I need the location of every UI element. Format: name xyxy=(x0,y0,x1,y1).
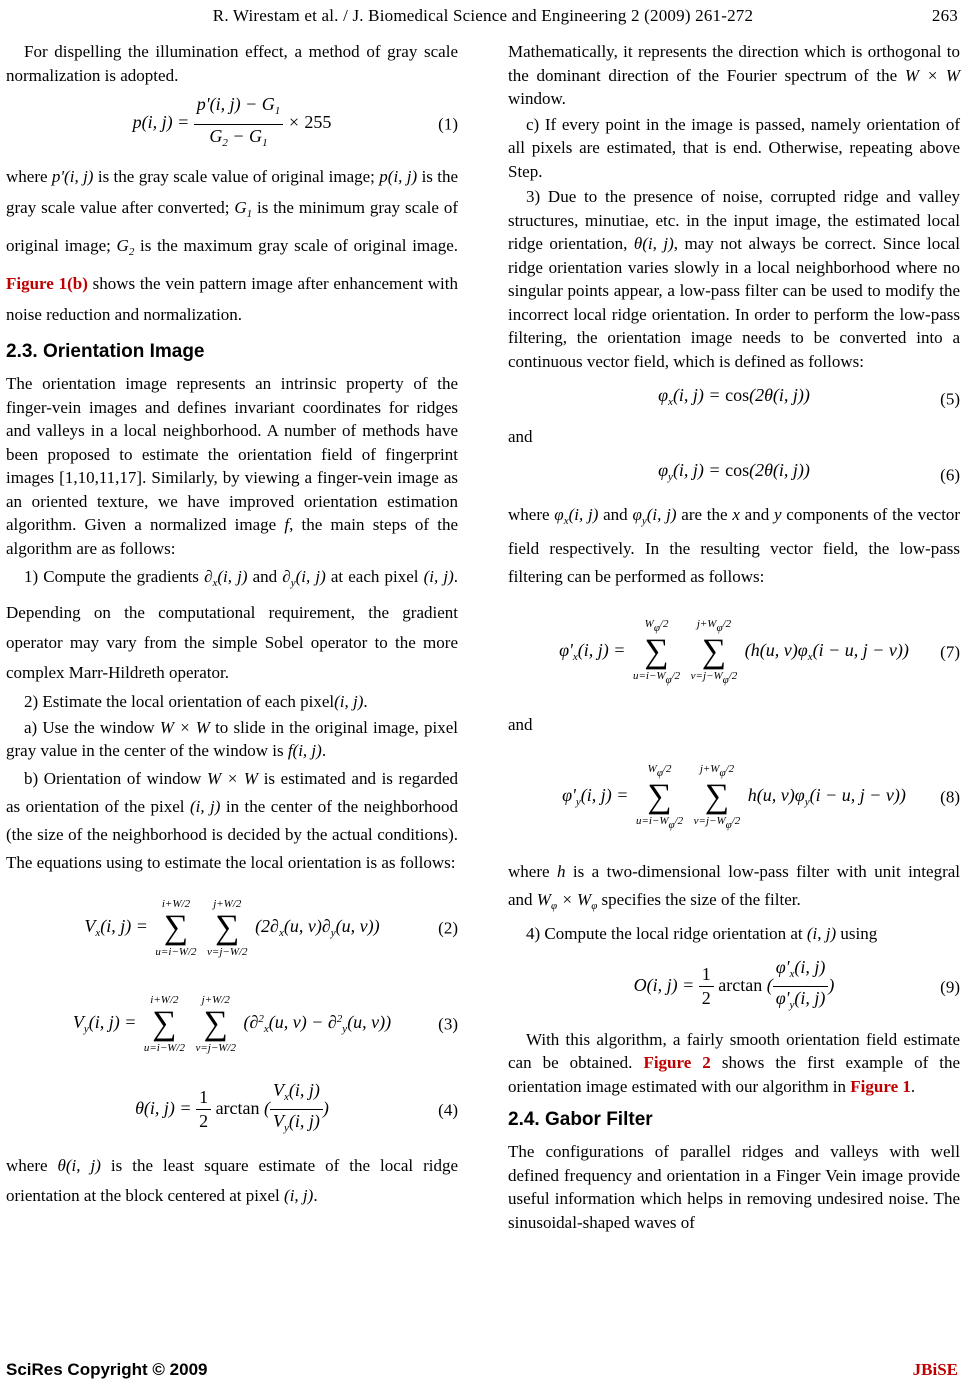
equation-2: $V_x(i$, j) = i+W/2 ∑ u=i−W/2 j+W/2 ∑ v=j−W/2 ($2\partial_x(u$, $v)\partial_y(u$, v)) (2) xyxy=(84,897,458,958)
paragraph: For dispelling the illumination effect, a method of gray scale normalization is adopted. xyxy=(6,42,458,85)
equation-number: (7) xyxy=(940,641,960,661)
figure-link[interactable]: Figure 1(b) xyxy=(6,274,88,293)
page-number: 263 xyxy=(931,6,958,25)
paragraph: The configurations of parallel ridges and valleys with well defined frequency and orientation in a Finger Vein image provide useful information which helps in removing undesired noise. The sinusoidal-shaped waves of xyxy=(508,1142,960,1232)
section-heading: 2.4. Gabor Filter xyxy=(508,1109,653,1130)
copyright: SciRes Copyright © 2009 xyxy=(6,1360,208,1379)
paragraph: With this algorithm, a fairly smooth orientation field estimate can be obtained. Figure 2 shows the first example of the orientation image estimated with our algorithm in Figure 1. xyxy=(508,1029,961,1096)
equation-number: (4) xyxy=(438,1099,458,1119)
step-4: 4) Compute the local ridge orientation at (i, j) using xyxy=(526,924,878,943)
paragraph: where θ(i, j) is the least square estimate of the local ridge orientation at the block centered at pixel (i, j). xyxy=(6,1155,459,1205)
header-text: R. Wirestam et al. / J. Biomedical Science and Engineering 2 (2009) 261-272 xyxy=(212,6,754,25)
step-3: 3) Due to the presence of noise, corrupted ridge and valley structures, minutiae, etc. in the input image, the estimated local ridge orientation, θ(i, j), may not always be correct. Since local ridge orientation varies slowly in a local neighborhood where no singular points appear, a low-pass filter can be used to modify the incorrect local ridge orientation. In order to perform the low-pass filtering, the orientation image needs to be converted into a continuous vector field, which is defined as follows: xyxy=(508,187,961,371)
page-footer xyxy=(0,1360,966,1382)
step-2: 2) Estimate the local orientation of each pixel(i, j). xyxy=(24,692,368,711)
running-header xyxy=(0,6,966,26)
left-column xyxy=(6,40,458,1213)
text-and: and xyxy=(508,427,533,446)
text-and: and xyxy=(508,714,533,734)
paragraph: The orientation image represents an intrinsic property of the finger-vein images and defines invariant coordinates for ridges and valleys in a local neighborhood. A number of methods have been proposed to estimate the orientation field of fingerprint images [1,10,11,17]. Similarly, by viewing a finger-vein image as an oriented texture, we have improved orientation estimation algorithm. Given a normalized image f, the main steps of the algorithm are as follows: xyxy=(6,374,458,558)
equation-number: (3) xyxy=(438,1013,458,1033)
section-heading: 2.3. Orientation Image xyxy=(6,341,205,362)
step-2b: b) Orientation of window W × W is estimated and is regarded as orientation of the pixel (i, j) in the center of the neighborhood (the size of the neighborhood is decided by the actual conditions). The equations using to estimate the local orientation is as follows: xyxy=(6,768,459,872)
equation-4: θ(i, j) = $\frac{1}{2}$ arctan ( $\frac{V_x(i, j)}{V_y(i, j)}$ ) (4) xyxy=(135,1079,458,1134)
equation-7: $\varphi'_x(i$, j) = Wφ/2 ∑ u=i−Wφ/2 j+Wφ/2 ∑ v=j−Wφ/2 (h(u, $v)\varphi_x(i - u$, j − v)) (7) xyxy=(559,617,960,686)
paragraph: Mathematically, it represents the direction which is orthogonal to the dominant direction of the Fourier spectrum of the W × W window. xyxy=(508,42,961,108)
equation-number: (2) xyxy=(438,917,458,937)
step-2a: a) Use the window W × W to slide in the original image, pixel gray value in the center of the window is f(i, j). xyxy=(6,717,458,760)
equation-3: $V_y(i$, j) = i+W/2 ∑ u=i−W/2 j+W/2 ∑ v=j−W/2 (∂$^2_x$(u, v) − ∂$^2_y$(u, v)) (3) xyxy=(72,993,458,1054)
step-2c: c) If every point in the image is passed, namely orientation of all pixels are estimated, that is end. Otherwise, repeating above Step. xyxy=(508,114,960,181)
journal-abbrev: JBiSE xyxy=(912,1360,958,1379)
equation-8: $\varphi'_y(i$, j) = Wφ/2 ∑ u=i−Wφ/2 j+Wφ/2 ∑ v=j−Wφ/2 h(u, $v)\varphi_y(i - u$, j − v)) (8) xyxy=(562,763,960,831)
paragraph: where p'(i, j) is the gray scale value of original image; p(i, j) is the gray scale value after converted; $G_1$ is the minimum gray scale of original image; $G_2$ is the maximum gray scale of original image. Figure 1(b) shows the vein pattern image after enhancement with noise reduction and normalization. xyxy=(6,167,459,324)
step-1: 1) Compute the gradients $\partial_x(i$, j) and $\partial_y(i$, j) at each pixel (i, j). Depending on the computational requirement, the gradient operator may vary from the simple Sobel operator to the more complex Marr-Hildreth operator. xyxy=(6,567,459,682)
equation-number: (9) xyxy=(940,976,960,996)
equation-6: $\varphi_y(i$, j) = cos(2θ(i, j)) (6) xyxy=(508,455,960,495)
equation-1: p(i, j) = $\frac{p'(i, j) - G_1}{G_2 - G_1}$ × 255 (1) xyxy=(132,94,458,149)
equation-9: O(i, j) = $\frac{1}{2}$ arctan ( $\frac{\varphi'_x(i, j)}{\varphi'_y(i, j)}$ ) (9) xyxy=(633,956,960,1011)
equation-number: (5) xyxy=(940,389,960,409)
paragraph: where $\varphi_x(i$, j) and $\varphi_y(i$, j) are the x and y components of the vector field respectively. In the resulting vector field, the low-pass filtering can be performed as follows: xyxy=(508,504,961,586)
equation-number: (1) xyxy=(438,114,458,134)
paragraph: where h is a two-dimensional low-pass filter with unit integral and $W_\varphi \times W_\varphi$ specifies the size of the filter. xyxy=(508,862,961,912)
figure-link[interactable]: Figure 1 xyxy=(850,1076,911,1096)
right-column xyxy=(508,40,960,1236)
equation-number: (6) xyxy=(940,464,960,484)
figure-link[interactable]: Figure 2 xyxy=(643,1053,711,1072)
equation-5: $\varphi_x(i$, j) = cos(2θ(i, j)) (5) xyxy=(508,379,960,419)
equation-number: (8) xyxy=(940,787,960,807)
